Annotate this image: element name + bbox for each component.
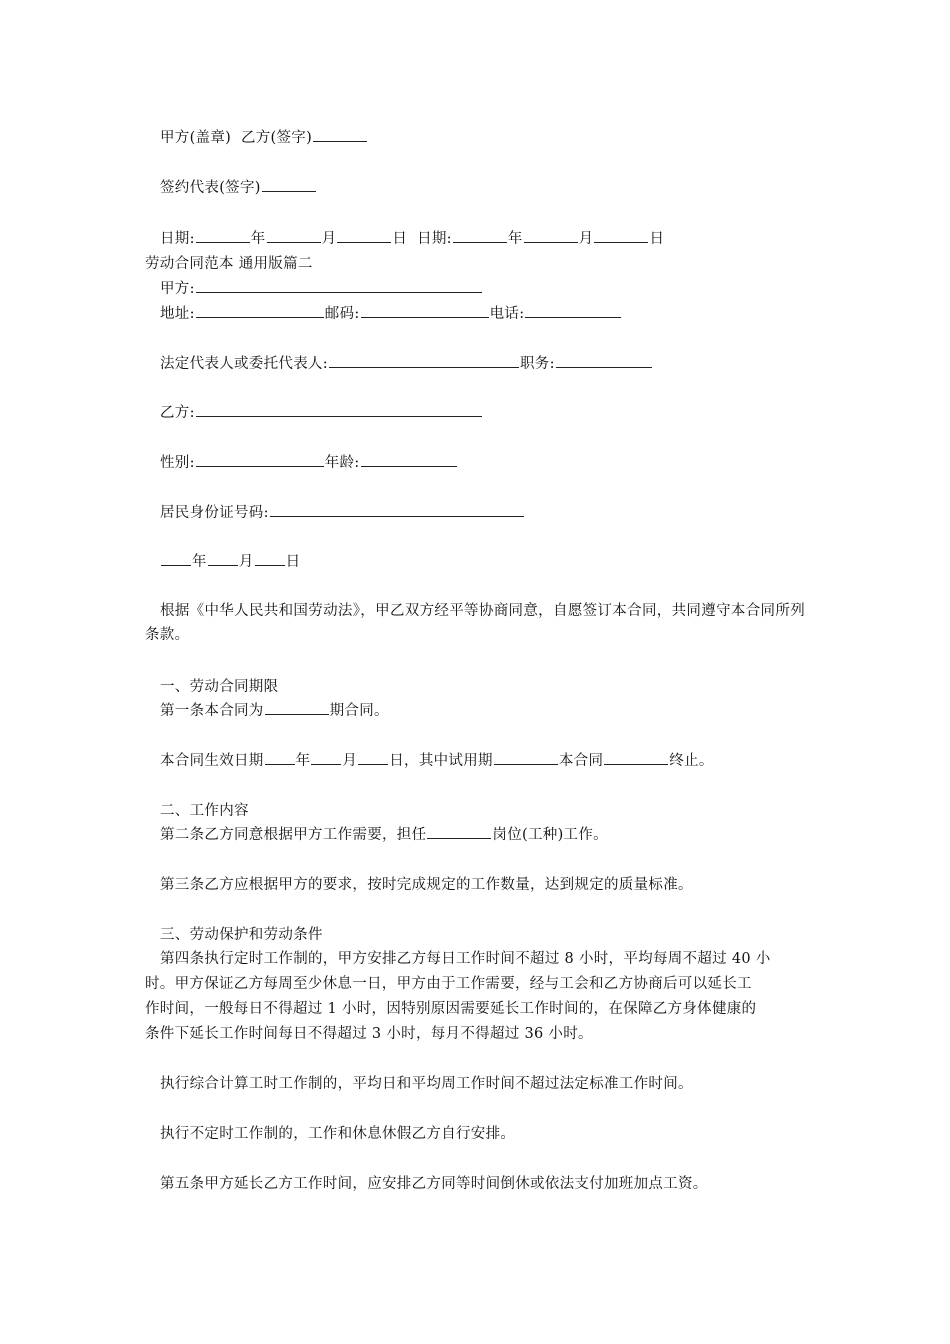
legal-rep-label: 法定代表人或委托代表人: bbox=[160, 356, 328, 372]
blank-field bbox=[556, 354, 652, 368]
article-1-text-end: 期合同。 bbox=[329, 703, 389, 719]
signature-line-representative bbox=[160, 175, 820, 201]
blank-field bbox=[255, 552, 285, 566]
party-b-line bbox=[160, 400, 820, 426]
blank-field bbox=[267, 229, 321, 243]
blank-field bbox=[313, 128, 367, 142]
position-label: 职务: bbox=[519, 356, 555, 372]
blank-field bbox=[196, 304, 324, 318]
date-label: 日期: bbox=[417, 231, 452, 247]
signature-line-dates bbox=[160, 226, 820, 252]
blank-field bbox=[311, 751, 341, 765]
gender-label: 性别: bbox=[160, 455, 195, 471]
blank-field bbox=[361, 453, 457, 467]
article-1-text: 第一条本合同为 bbox=[160, 703, 264, 719]
month-label: 月 bbox=[238, 554, 254, 570]
month-label: 月 bbox=[578, 231, 594, 247]
signature-line-parties bbox=[160, 125, 820, 151]
day-label: 日 bbox=[392, 231, 408, 247]
blank-field bbox=[208, 552, 238, 566]
day-label: 日 bbox=[285, 554, 301, 570]
blank-field bbox=[329, 354, 519, 368]
year-label: 年 bbox=[295, 753, 311, 769]
party-b-sign-label: 乙方(签字) bbox=[240, 130, 313, 146]
blank-field bbox=[265, 751, 295, 765]
article-4-line-4: 条件下延长工作时间每日不得超过 3 小时，每月不得超过 36 小时。 bbox=[145, 1026, 593, 1042]
year-label: 年 bbox=[507, 231, 523, 247]
party-a-line bbox=[160, 276, 820, 302]
blank-field bbox=[525, 304, 621, 318]
article-5: 第五条甲方延长乙方工作时间，应安排乙方同等时间倒休或依法支付加班加点工资。 bbox=[160, 1176, 708, 1192]
article-2-text: 第二条乙方同意根据甲方工作需要，担任 bbox=[160, 827, 427, 843]
effective-date-line bbox=[160, 748, 820, 774]
intro-paragraph: 根据《中华人民共和国劳动法》，甲乙双方经平等协商同意，自愿签订本合同，共同遵守本合同所列条款。 bbox=[145, 603, 805, 643]
address-line bbox=[160, 301, 820, 327]
blank-field bbox=[262, 178, 316, 192]
representative-sign-label: 签约代表(签字) bbox=[160, 180, 261, 196]
article-4-line-3: 作时间，一般每日不得超过 1 小时，因特别原因需要延长工作时间的，在保障乙方身体健康的 bbox=[145, 1001, 757, 1017]
article-4-line-1: 第四条执行定时工作制的，甲方安排乙方每日工作时间不超过 8 小时，平均每周不超过 40 小 bbox=[160, 951, 771, 967]
blank-field bbox=[196, 279, 482, 293]
blank-field bbox=[594, 229, 648, 243]
party-b-label: 乙方: bbox=[160, 405, 195, 421]
blank-field bbox=[453, 229, 507, 243]
blank-field bbox=[358, 751, 388, 765]
blank-field bbox=[270, 503, 524, 517]
year-label: 年 bbox=[192, 554, 207, 570]
effective-date-text: 本合同生效日期 bbox=[160, 753, 264, 769]
date-label: 日期: bbox=[160, 231, 195, 247]
month-label: 月 bbox=[321, 231, 337, 247]
article-4-line-2: 时。甲方保证乙方每周至少休息一日，甲方由于工作需要，经与工会和乙方协商后可以延长工 bbox=[145, 976, 752, 992]
blank-field bbox=[604, 751, 668, 765]
blank-field bbox=[494, 751, 558, 765]
day-label: 日 bbox=[649, 231, 665, 247]
blank-field bbox=[265, 701, 329, 715]
section-heading: 劳动合同范本 通用版篇二 bbox=[145, 256, 313, 272]
blank-field bbox=[427, 825, 491, 839]
section-title-term: 一、劳动合同期限 bbox=[160, 679, 279, 695]
probation-text: 日，其中试用期 bbox=[389, 753, 493, 769]
date-line bbox=[160, 549, 820, 575]
gender-age-line bbox=[160, 450, 820, 476]
month-label: 月 bbox=[342, 753, 358, 769]
section-title-protection: 三、劳动保护和劳动条件 bbox=[160, 927, 323, 943]
comprehensive-hours-paragraph: 执行综合计算工时工作制的，平均日和平均周工作时间不超过法定标准工作时间。 bbox=[160, 1076, 693, 1092]
termination-text: 终止。 bbox=[669, 753, 714, 769]
blank-field bbox=[524, 229, 578, 243]
party-a-label: 甲方: bbox=[160, 281, 195, 297]
postcode-label: 邮码: bbox=[324, 306, 360, 322]
article-3: 第三条乙方应根据甲方的要求，按时完成规定的工作数量，达到规定的质量标准。 bbox=[160, 877, 693, 893]
section-title-work: 二、工作内容 bbox=[160, 803, 249, 819]
phone-label: 电话: bbox=[489, 306, 525, 322]
party-a-seal-label: 甲方(盖章) bbox=[160, 130, 232, 146]
blank-field bbox=[361, 304, 489, 318]
article-2 bbox=[160, 822, 820, 848]
article-2-text-end: 岗位(工种)工作。 bbox=[492, 827, 608, 843]
blank-field bbox=[196, 403, 482, 417]
id-number-label: 居民身份证号码: bbox=[160, 505, 269, 521]
article-1 bbox=[160, 698, 820, 724]
blank-field bbox=[196, 229, 250, 243]
blank-field bbox=[337, 229, 391, 243]
blank-field bbox=[196, 453, 324, 467]
id-number-line bbox=[160, 500, 820, 526]
contract-text: 本合同 bbox=[558, 753, 604, 769]
blank-field bbox=[161, 552, 191, 566]
legal-rep-line bbox=[160, 351, 820, 377]
address-label: 地址: bbox=[160, 306, 195, 322]
year-label: 年 bbox=[250, 231, 266, 247]
irregular-hours-paragraph: 执行不定时工作制的，工作和休息休假乙方自行安排。 bbox=[160, 1126, 516, 1142]
age-label: 年龄: bbox=[324, 455, 360, 471]
